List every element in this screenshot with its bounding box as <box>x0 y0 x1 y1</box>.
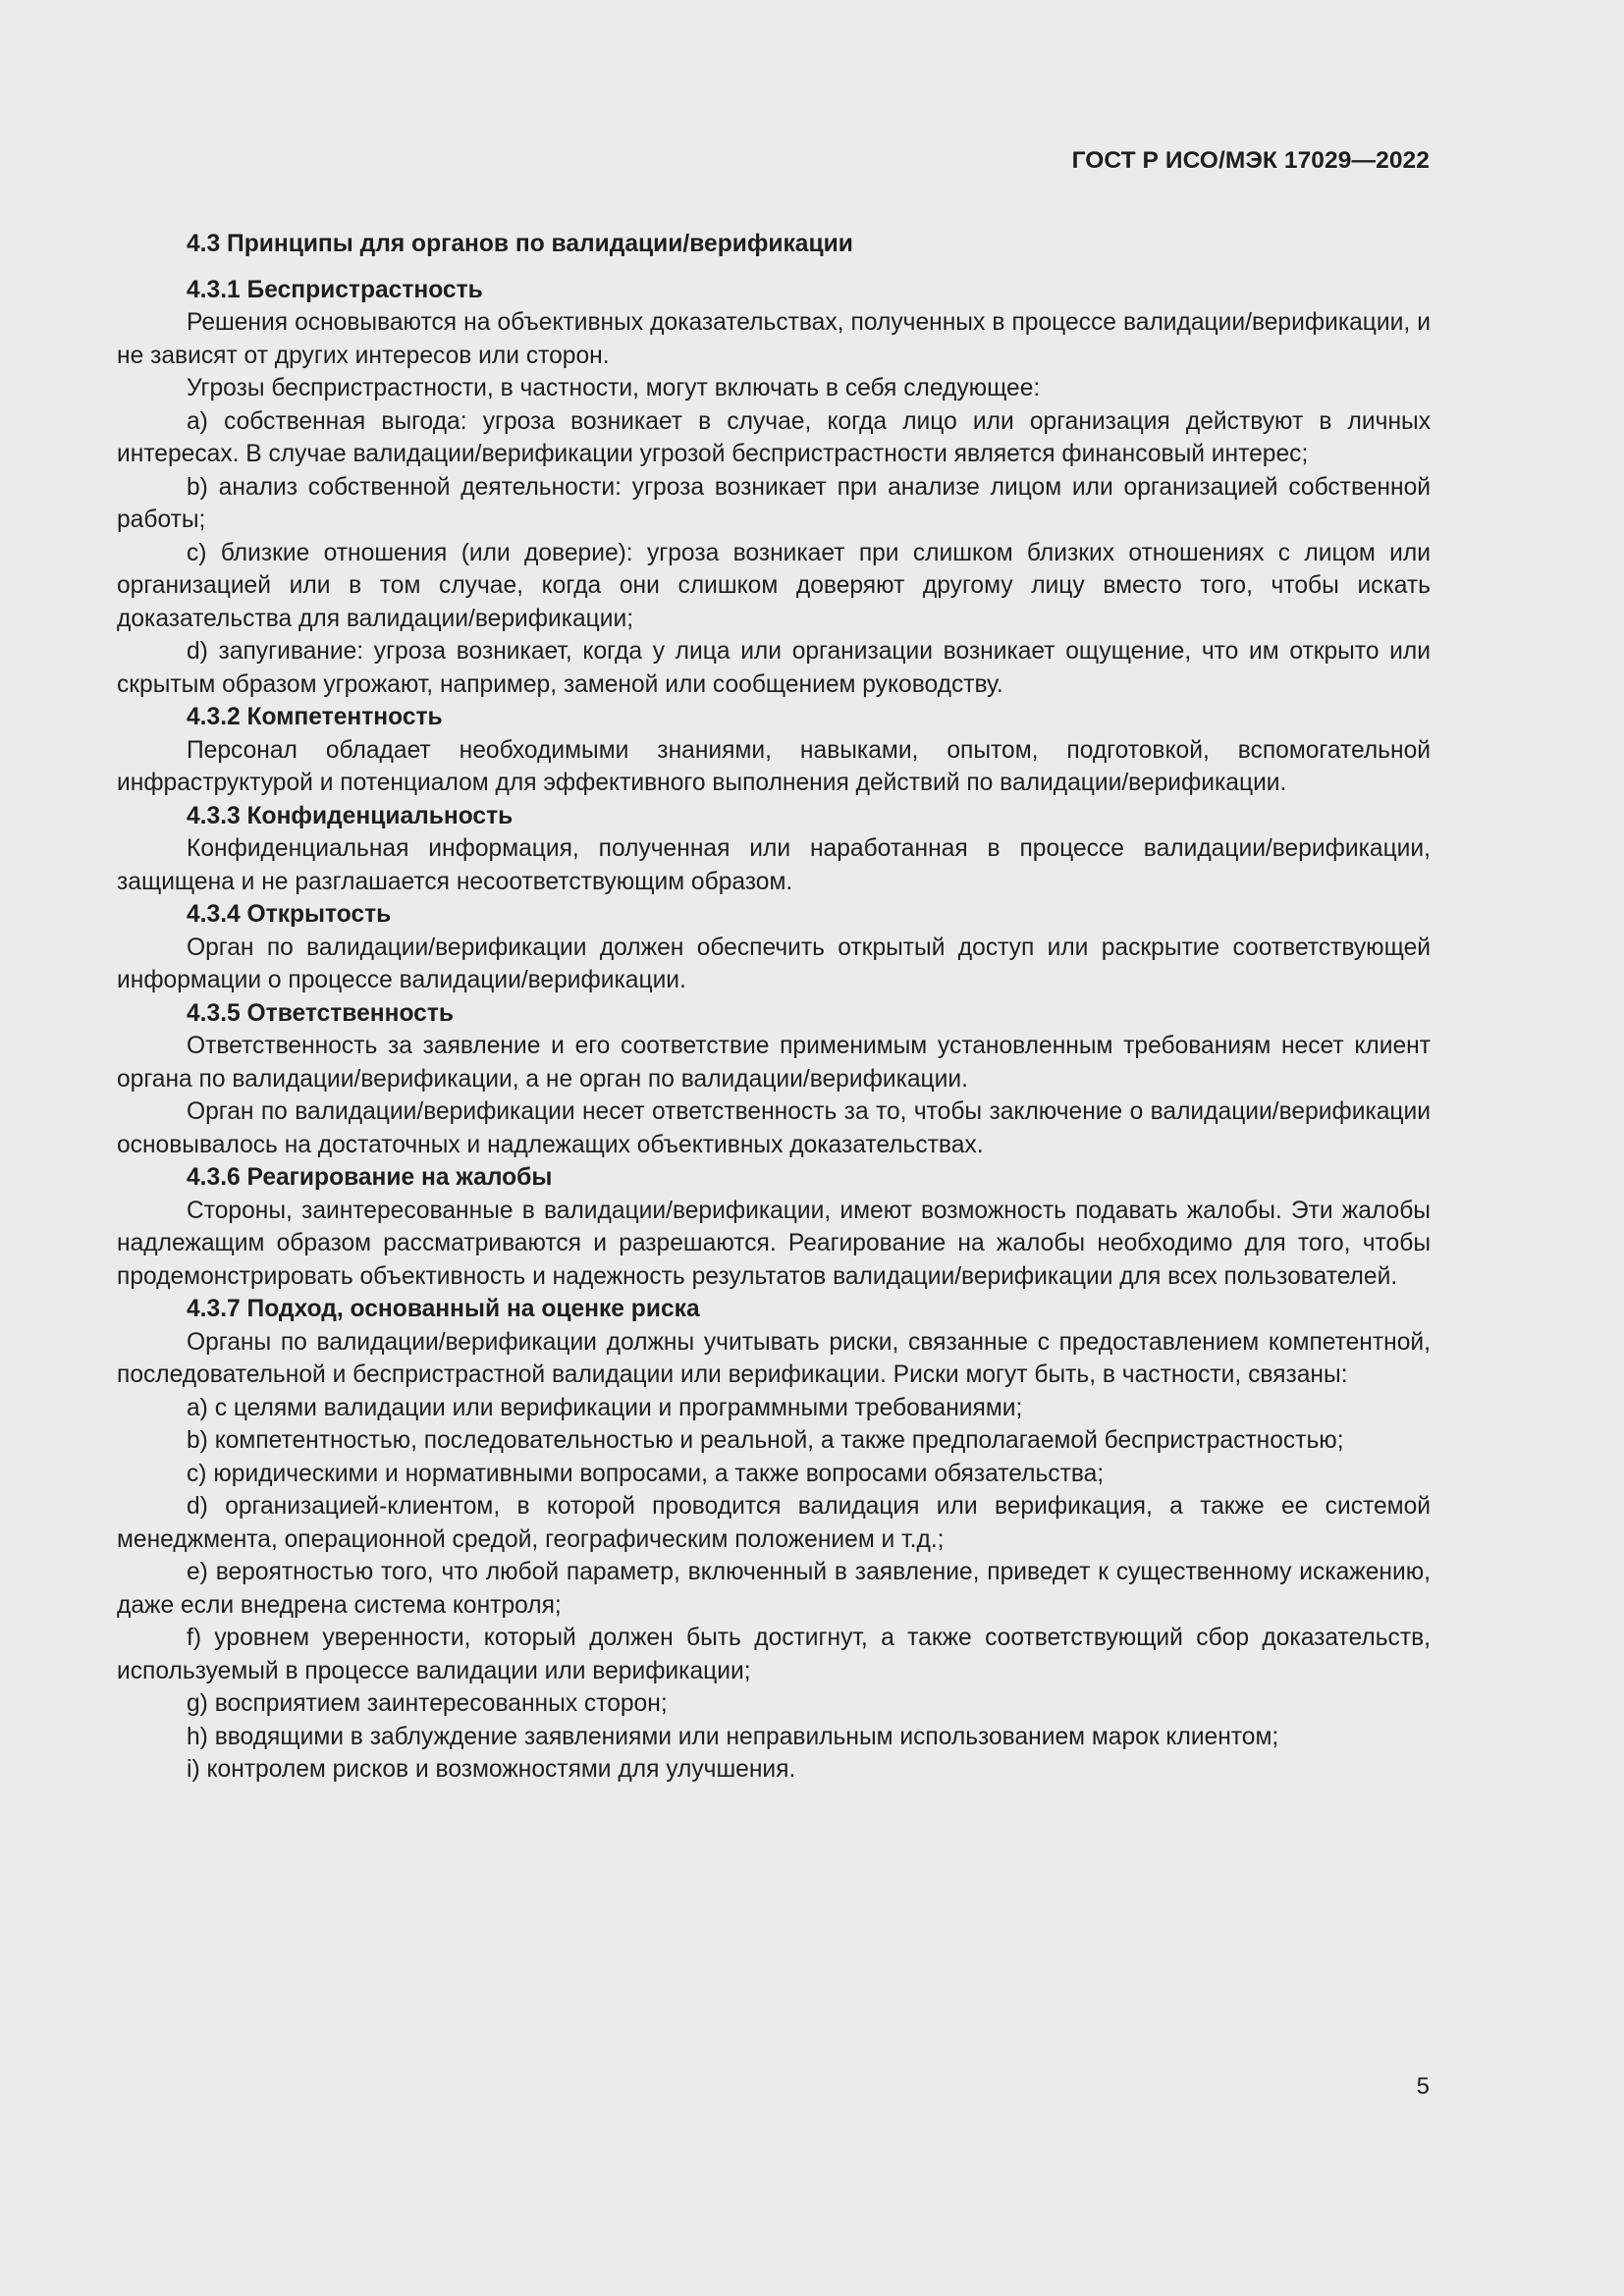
document-body <box>117 228 1431 1787</box>
list-item: a) собственная выгода: угроза возникает в случае, когда лицо или организация действуют в личных интересах. В случае валидации/верификации угрозой беспристрастности является финансовый интерес; <box>117 407 1431 467</box>
page-number: 5 <box>1416 2073 1430 2100</box>
subsection-heading-4-3-6: 4.3.6 Реагирование на жалобы <box>187 1164 553 1191</box>
list-item: a) с целями валидации или верификации и программными требованиями; <box>187 1394 1023 1421</box>
list-item: e) вероятностью того, что любой параметр, включенный в заявление, приведет к существенному искажению, даже если внедрена система контроля; <box>117 1559 1431 1619</box>
paragraph: Ответственность за заявление и его соответствие применимым установленным требованиям несет клиент органа по валидации/верификации, а не орган по валидации/верификации. <box>117 1033 1431 1093</box>
list-item: d) организацией-клиентом, в которой проводится валидация или верификация, а также ее системой менеджмента, операционной средой, географическим положением и т.д.; <box>117 1493 1431 1553</box>
paragraph: Конфиденциальная информация, полученная или наработанная в процессе валидации/верификации, защищена и не разглашается несоответствующим образом. <box>117 835 1431 895</box>
list-item: i) контролем рисков и возможностями для улучшения. <box>187 1756 796 1783</box>
subsection-heading-4-3-2: 4.3.2 Компетентность <box>187 704 443 730</box>
list-item: c) юридическими и нормативными вопросами, а также вопросами обязательства; <box>187 1460 1105 1487</box>
page-header-standard-id: ГОСТ Р ИСО/МЭК 17029—2022 <box>1071 147 1430 174</box>
list-item: b) анализ собственной деятельности: угроза возникает при анализе лицом или организацией собственной работы; <box>117 473 1431 533</box>
paragraph: Орган по валидации/верификации несет ответственность за то, чтобы заключение о валидации/верификации основывалось на достаточных и надлежащих объективных доказательствах. <box>117 1098 1431 1158</box>
list-item: c) близкие отношения (или доверие): угроза возникает при слишком близких отношениях с лицом или организацией или в том случае, когда они слишком доверяют другому лицу вместо того, чтобы искать доказательства для валидации/верификации; <box>117 539 1431 632</box>
list-item: g) восприятием заинтересованных сторон; <box>187 1690 668 1717</box>
list-item: d) запугивание: угроза возникает, когда у лица или организации возникает ощущение, что им открыто или скрытым образом угрожают, например, заменой или сообщением руководству. <box>117 638 1431 698</box>
paragraph: Орган по валидации/верификации должен обеспечить открытый доступ или раскрытие соответствующей информации о процессе валидации/верификации. <box>117 934 1431 993</box>
paragraph: Решения основываются на объективных доказательствах, полученных в процессе валидации/верификации, и не зависят от других интересов или сторон. <box>117 309 1431 369</box>
list-item: f) уровнем уверенности, который должен быть достигнут, а также соответствующий сбор доказательств, используемый в процессе валидации или верификации; <box>117 1625 1431 1684</box>
paragraph: Органы по валидации/верификации должны учитывать риски, связанные с предоставлением компетентной, последовательной и беспристрастной валидации или верификации. Риски могут быть, в частности, связаны: <box>117 1328 1431 1388</box>
list-item: b) компетентностью, последовательностью и реальной, а также предполагаемой беспристрастностью; <box>187 1427 1344 1454</box>
subsection-heading-4-3-4: 4.3.4 Открытость <box>187 901 392 928</box>
subsection-heading-4-3-1: 4.3.1 Беспристрастность <box>187 276 483 303</box>
paragraph: Персонал обладает необходимыми знаниями, навыками, опытом, подготовкой, вспомогательной инфраструктурой и потенциалом для эффективного выполнения действий по валидации/верификации. <box>117 736 1431 796</box>
section-title: 4.3 Принципы для органов по валидации/верификации <box>187 231 853 257</box>
subsection-heading-4-3-7: 4.3.7 Подход, основанный на оценке риска <box>187 1296 700 1322</box>
subsection-heading-4-3-5: 4.3.5 Ответственность <box>187 999 455 1027</box>
list-item: h) вводящими в заблуждение заявлениями или неправильным использованием марок клиентом; <box>187 1723 1279 1750</box>
paragraph: Стороны, заинтересованные в валидации/верификации, имеют возможность подавать жалобы. Эти жалобы надлежащим образом рассматриваются и разрешаются. Реагирование на жалобы необходимо для того, чтобы продемонстрировать объективность и надежность результатов валидации/верификации для всех пользователей. <box>117 1197 1431 1290</box>
paragraph: Угрозы беспристрастности, в частности, могут включать в себя следующее: <box>187 375 1041 401</box>
subsection-heading-4-3-3: 4.3.3 Конфиденциальность <box>187 802 514 829</box>
